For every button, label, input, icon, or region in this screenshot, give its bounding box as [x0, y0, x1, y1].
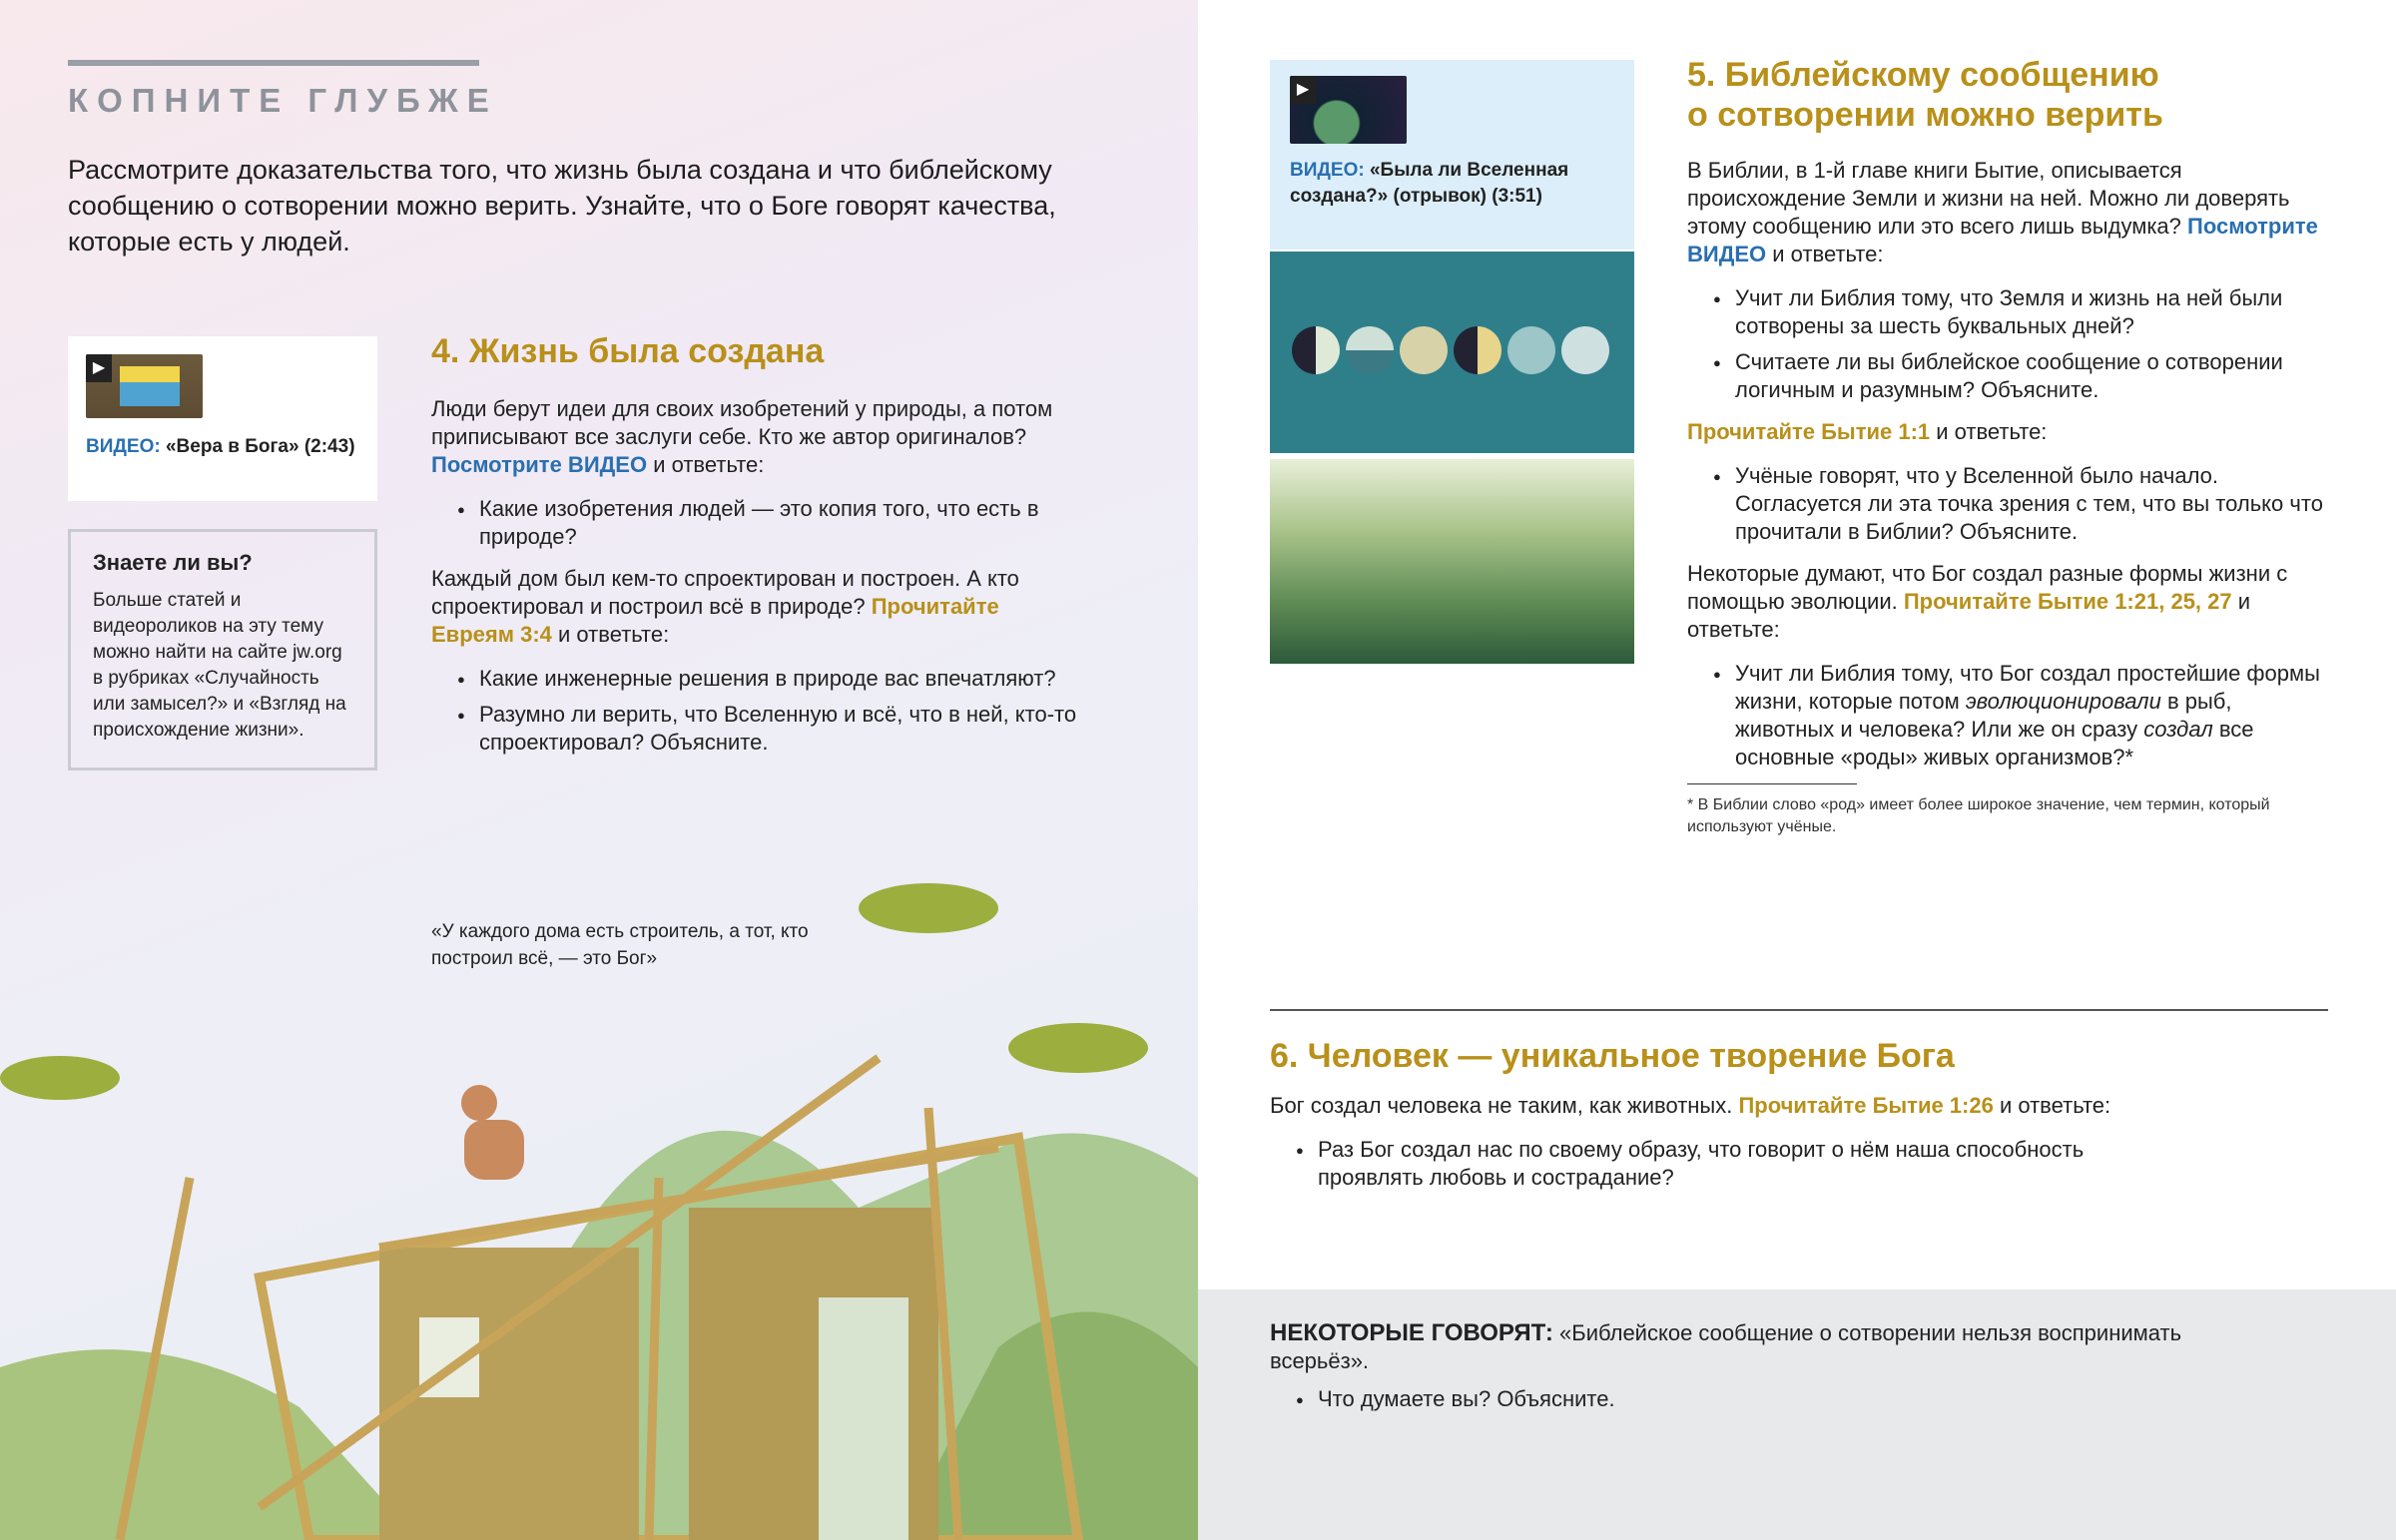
- list-item: ● Разумно ли верить, что Вселенную и всё, что в ней, кто-то спроектировал? Объясните.: [431, 701, 1080, 757]
- list-item: ● Что думаете вы? Объясните.: [1270, 1385, 2324, 1413]
- quote: «У каждого дома есть строитель, а тот, кто построил всё, — это Бог»: [431, 921, 809, 969]
- some-say-box: [1198, 1289, 2396, 1540]
- s5-p2-end: и ответьте:: [1930, 419, 2048, 444]
- intro-text: Рассмотрите доказательства того, что жизнь была создана и что библейскому сообщению о сотворении можно верить. Узнайте, что о Боге говорят качества, которые есть у людей.: [68, 155, 1056, 257]
- watch-video-link[interactable]: Посмотрите ВИДЕО: [431, 452, 648, 477]
- section-5-title: 5. Библейскому сообщению о сотворении можно верить: [1687, 56, 2163, 134]
- s4-p2-end: и ответьте:: [551, 622, 670, 647]
- section-5: [1687, 55, 2336, 838]
- right-page: [1198, 0, 2396, 1540]
- list-item: ● Какие инженерные решения в природе вас впечатляют?: [431, 665, 1080, 693]
- footnote: * В Библии слово «род» имеет более широкое значение, чем термин, который используют учёные.: [1687, 796, 2270, 835]
- some-say-label: НЕКОТОРЫЕ ГОВОРЯТ:: [1270, 1319, 1553, 1346]
- video-prefix: ВИДЕО:: [1290, 160, 1365, 181]
- s4-p2: Каждый дом был кем-то спроектирован и построен. А кто спроектировал и построил всё в природе?: [431, 566, 1019, 619]
- list-item: ● Считаете ли вы библейское сообщение о сотворении логичным и разумным? Объясните.: [1687, 348, 2336, 404]
- s4-p1-end: и ответьте:: [647, 452, 765, 477]
- divider: [1270, 1009, 2328, 1011]
- s5-p3-end: и ответьте:: [1687, 589, 2251, 642]
- s5-p3: Некоторые думают, что Бог создал разные формы жизни с помощью эволюции.: [1687, 561, 2288, 614]
- s5-p1-end: и ответьте:: [1766, 242, 1884, 266]
- know-title: Знаете ли вы?: [93, 550, 253, 575]
- creation-days-image: [1270, 252, 1634, 453]
- watch-video-link[interactable]: Посмотрите ВИДЕО: [1687, 214, 2318, 266]
- s4-p1: Люди берут идеи для своих изобретений у природы, а потом приписывают все заслуги себе. Кто же автор оригиналов?: [431, 396, 1053, 449]
- kicker-heading: КОПНИТЕ ГЛУБЖЕ: [68, 82, 498, 119]
- video-card-2[interactable]: [1270, 60, 1634, 664]
- section-4: [431, 331, 1080, 765]
- list-item: ● Какие изобретения людей — это копия того, что есть в природе?: [431, 495, 1080, 551]
- s6-p1-end: и ответьте:: [1993, 1093, 2111, 1118]
- s5-p1: В Библии, в 1-й главе книги Бытие, описывается происхождение Земли и жизни на ней. Можно ли доверять этому сообщению или это всего лишь выдумка?: [1687, 158, 2290, 239]
- video-title[interactable]: «Вера в Бога» (2:43): [165, 436, 355, 457]
- section-bar: [68, 60, 479, 66]
- s6-p1: Бог создал человека не таким, как животных.: [1270, 1093, 1733, 1118]
- list-item: ● Раз Бог создал нас по своему образу, что говорит о нём наша способность проявлять любовь и сострадание?: [1270, 1136, 2128, 1192]
- list-item: ● Учит ли Библия тому, что Бог создал простейшие формы жизни, которые потом эволюционировали в рыб, животных и человека? Или же он сразу создал все основные «роды» живых организмов?*: [1687, 660, 2336, 771]
- some-say-text: «Библейское сообщение о сотворении нельзя воспринимать всерьёз».: [1270, 1320, 2182, 1373]
- know-text: Больше статей и видеороликов на эту тему можно найти на сайте jw.org в рубриках «Случайность или замысел?» и «Взгляд на происхождение жизни».: [93, 590, 346, 741]
- video-thumbnail[interactable]: [86, 354, 203, 418]
- video-title[interactable]: «Была ли Вселенная создана?» (отрывок) (3:51): [1290, 160, 1569, 207]
- did-you-know-box: [68, 529, 377, 770]
- video-prefix: ВИДЕО:: [86, 436, 161, 457]
- scripture-link-genesis-1-21[interactable]: Прочитайте Бытие 1:21, 25, 27: [1903, 589, 2232, 614]
- section-4-title: 4. Жизнь была создана: [431, 332, 825, 370]
- list-item: ● Учёные говорят, что у Вселенной было начало. Согласуется ли эта точка зрения с тем, что вы только что прочитали в Библии? Объясните.: [1687, 462, 2336, 546]
- landscape-image: [1270, 459, 1634, 664]
- scripture-link-genesis-1-1[interactable]: Прочитайте Бытие 1:1: [1687, 419, 1931, 444]
- scripture-link-hebrews[interactable]: Прочитайте Евреям 3:4: [431, 594, 999, 647]
- section-6: [1270, 1036, 2268, 1200]
- section-6-title: 6. Человек — уникальное творение Бога: [1270, 1037, 1955, 1075]
- scripture-link-genesis-1-26[interactable]: Прочитайте Бытие 1:26: [1738, 1093, 1994, 1118]
- play-icon: ▶: [1290, 76, 1316, 104]
- list-item: ● Учит ли Библия тому, что Земля и жизнь на ней были сотворены за шесть буквальных дней?: [1687, 284, 2336, 340]
- play-icon: ▶: [86, 354, 112, 382]
- video-thumbnail[interactable]: [1290, 76, 1407, 144]
- video-card[interactable]: [68, 336, 377, 501]
